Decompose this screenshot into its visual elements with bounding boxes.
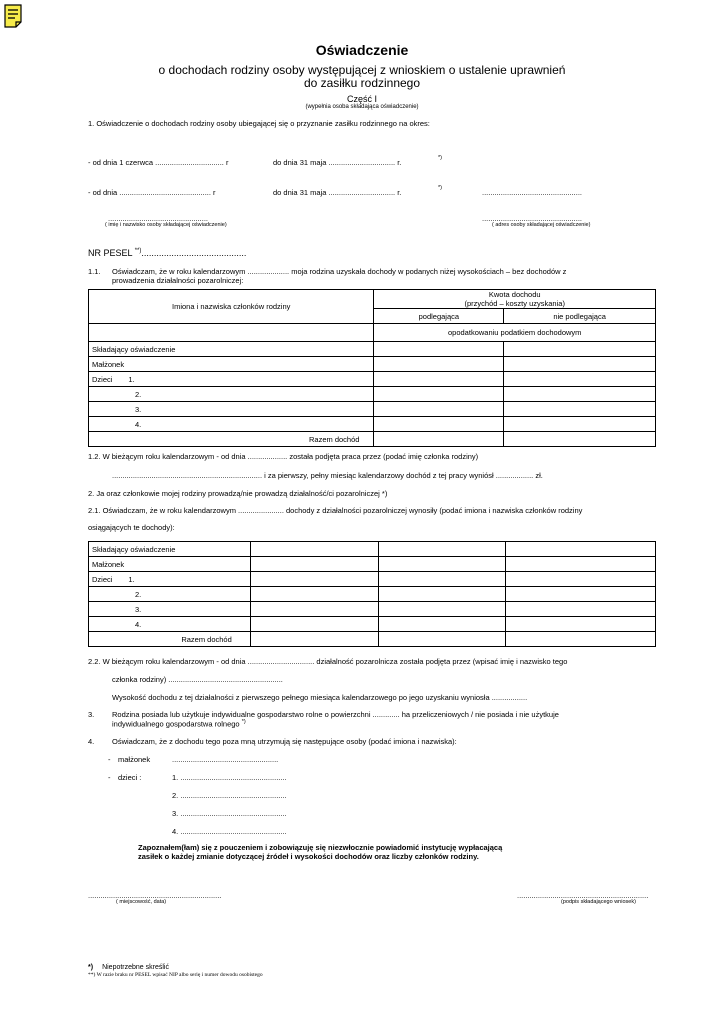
declaration-line1: Zapoznałem(łam) się z pouczeniem i zobowiązuję się niezwłocznie powiadomić instytucję wypłacającą <box>138 843 503 852</box>
period2-from: - od dnia ............................................ r <box>88 188 216 197</box>
table-row <box>89 357 656 372</box>
income-table <box>88 289 656 447</box>
table-row <box>89 602 656 617</box>
address-dots: ................................................ <box>482 214 583 223</box>
table-cell[interactable] <box>250 572 378 587</box>
name-caption: ( imię i nazwisko osoby składającej oświadczenie) <box>105 222 227 228</box>
s2-line: 2. Ja oraz członkowie mojej rodziny prowadzą/nie prowadzą działalność/ci pozarolniczej *) <box>88 489 388 498</box>
place-date-dots: ................................................................ <box>88 891 222 900</box>
period2-right-dots: ................................................ <box>482 188 583 197</box>
table-cell[interactable] <box>374 432 504 447</box>
table-row <box>89 372 656 387</box>
table-cell[interactable] <box>374 402 504 417</box>
business-income-table <box>88 541 656 647</box>
table-cell[interactable] <box>250 617 378 632</box>
table-cell[interactable] <box>374 387 504 402</box>
table1-nie-podlegajaca: nie podlegająca <box>504 309 656 324</box>
row-label: Składający oświadczenie <box>89 342 374 357</box>
s22-line2: członka rodziny) ....................................................... <box>112 675 283 684</box>
place-date-caption: ( miejscowość, data) <box>116 899 167 905</box>
row-label: 3. <box>89 402 374 417</box>
table-cell[interactable] <box>250 557 378 572</box>
table-row <box>89 432 656 447</box>
s4-num: 4. <box>88 737 95 746</box>
table-row <box>89 632 656 647</box>
s12-line1: 1.2. W bieżącym roku kalendarzowym - od dnia ................... została podjęta praca przez (podać imię członka rodziny) <box>88 452 479 461</box>
pesel-label: NR PESEL **).......................................... <box>88 248 247 258</box>
s4-kid-line: 3. ................................................... <box>172 809 287 818</box>
table-cell[interactable] <box>378 617 506 632</box>
table1-col-names: Imiona i nazwiska członków rodziny <box>89 290 374 324</box>
row-label: 2. <box>89 587 251 602</box>
s4-text: Oświadczam, że z dochodu tego poza mną utrzymują się następujące osoby (podać imiona i nazwiska): <box>112 737 457 746</box>
table-cell[interactable] <box>506 632 656 647</box>
pesel-dots: .......................................... <box>141 248 247 258</box>
row-label: Razem dochód <box>89 632 251 647</box>
s12-line2: ........................................................................ i za pierwszy, pełny miesiąc kalendarzowy dochód z tej pracy wyniósł .................. zł. <box>112 471 543 480</box>
table-cell[interactable] <box>506 617 656 632</box>
table-cell[interactable] <box>506 557 656 572</box>
s21-line1: 2.1. Oświadczam, że w roku kalendarzowym ...................... dochody z działalności pozarolniczej wynosiły (podać imiona i nazwiska członków rodziny <box>88 506 583 515</box>
part-label: Część I <box>346 94 377 104</box>
table-row <box>89 557 656 572</box>
table-row <box>89 587 656 602</box>
intro-text: 1. Oświadczenie o dochodach rodziny osoby ubiegającej się o przyznanie zasiłku rodzinnego na okres: <box>88 119 430 128</box>
table-cell[interactable] <box>378 602 506 617</box>
table-cell[interactable] <box>378 572 506 587</box>
table-cell[interactable] <box>378 587 506 602</box>
table-cell[interactable] <box>504 402 656 417</box>
table-cell[interactable] <box>250 542 378 557</box>
s3-line2: indywidualnego gospodarstwa rolnego *) <box>112 719 246 729</box>
pesel-mark: **) <box>134 248 142 254</box>
table-cell[interactable] <box>506 572 656 587</box>
s4-dzieci: dzieci : <box>118 773 142 782</box>
table-row <box>89 617 656 632</box>
s4-malzonek: małżonek <box>118 755 151 764</box>
row-label: Małżonek <box>89 357 374 372</box>
s4-dash: - <box>108 755 111 764</box>
table-cell[interactable] <box>504 432 656 447</box>
table-cell[interactable] <box>504 357 656 372</box>
table-row <box>89 342 656 357</box>
table-cell[interactable] <box>250 632 378 647</box>
s4-kid-line: 2. ................................................... <box>172 791 287 800</box>
table-cell[interactable] <box>504 342 656 357</box>
table-cell[interactable] <box>506 587 656 602</box>
s4-dash: - <box>108 773 111 782</box>
table-cell[interactable] <box>250 602 378 617</box>
row-label: Razem dochód <box>89 432 374 447</box>
s3-num: 3. <box>88 710 95 719</box>
table-row <box>89 387 656 402</box>
table-row <box>89 402 656 417</box>
table-cell[interactable] <box>374 417 504 432</box>
footnote-2: **) W razie braku nr PESEL wpisać NIP albo serię i numer dowodu osobistego <box>88 972 263 978</box>
table1-kwota: Kwota dochodu (przychód – koszty uzyskania) <box>374 290 656 309</box>
s11-num: 1.1. <box>88 267 101 276</box>
row-label: Dzieci 1. <box>89 372 374 387</box>
declaration-line2: zasiłek o każdej zmianie dotyczącej źródeł i wysokości dochodów oraz liczby członków rodziny. <box>138 852 479 861</box>
table-row <box>89 542 656 557</box>
row-label: Małżonek <box>89 557 251 572</box>
subtitle-line2: do zasiłku rodzinnego <box>303 76 421 90</box>
signature-caption: (podpis składającego wniosek) <box>561 899 636 905</box>
note-icon[interactable] <box>4 4 22 28</box>
s21-line2: osiągających te dochody): <box>88 523 175 532</box>
table-cell[interactable] <box>378 557 506 572</box>
address-caption: ( adres osoby składającej oświadczenie) <box>492 222 591 228</box>
period1-from: - od dnia 1 czerwca ................................. r <box>88 158 229 167</box>
page-title: Oświadczenie <box>315 42 409 58</box>
table-cell[interactable] <box>374 357 504 372</box>
table-row <box>89 572 656 587</box>
row-label: Dzieci 1. <box>89 572 251 587</box>
s11-line2: prowadzenia działalności pozarolniczej: <box>112 276 244 285</box>
name-dots: ................................................ <box>108 214 209 223</box>
table1-opodatkowaniu: opodatkowaniu podatkiem dochodowym <box>374 324 656 342</box>
table-row <box>89 417 656 432</box>
s4-malzonek-dots: ................................................... <box>172 755 279 764</box>
table-cell[interactable] <box>504 417 656 432</box>
row-label: 3. <box>89 602 251 617</box>
s3-line1: Rodzina posiada lub użytkuje indywidualne gospodarstwo rolne o powierzchni ............. ha przeliczeniowych / nie posiada i nie użytkuje <box>112 710 559 719</box>
s4-kid-line: 4. ................................................... <box>172 827 287 836</box>
signature-dots: ............................................................... <box>517 891 649 900</box>
s11-line1: Oświadczam, że w roku kalendarzowym .................... moja rodzina uzyskała dochody w podanych niżej wysokościach – bez dochodów z <box>112 267 567 276</box>
row-label: 2. <box>89 387 374 402</box>
period2-mark: *) <box>438 185 442 191</box>
period1-to: do dnia 31 maja ................................ r. <box>273 158 402 167</box>
period1-mark: *) <box>438 155 442 161</box>
table-cell[interactable] <box>378 542 506 557</box>
period2-to: do dnia 31 maja ................................ r. <box>273 188 402 197</box>
row-label: 4. <box>89 417 374 432</box>
table-cell[interactable] <box>378 632 506 647</box>
table1-podlegajaca: podlegająca <box>374 309 504 324</box>
table-cell[interactable] <box>250 587 378 602</box>
table-cell[interactable] <box>506 542 656 557</box>
table-cell[interactable] <box>504 372 656 387</box>
table-cell[interactable] <box>374 372 504 387</box>
s22-line3: Wysokość dochodu z tej działalności z pierwszego pełnego miesiąca kalendarzowego po jego uzyskaniu wyniosła ................. <box>112 693 528 702</box>
table-cell[interactable] <box>504 387 656 402</box>
row-label: 4. <box>89 617 251 632</box>
s4-kid-line: 1. ................................................... <box>172 773 287 782</box>
part-note: (wypełnia osoba składająca oświadczenie) <box>305 104 419 110</box>
row-label: Składający oświadczenie <box>89 542 251 557</box>
footnote-1: *) Niepotrzebne skreślić <box>88 964 169 971</box>
s22-line1: 2.2. W bieżącym roku kalendarzowym - od dnia ................................ działalność pozarolnicza została podjęta przez (wpisać imię i nazwisko tego <box>88 657 568 666</box>
subtitle-line1: o dochodach rodziny osoby występującej z wnioskiem o ustalenie uprawnień <box>158 63 566 77</box>
table-cell[interactable] <box>506 602 656 617</box>
table-cell[interactable] <box>374 342 504 357</box>
